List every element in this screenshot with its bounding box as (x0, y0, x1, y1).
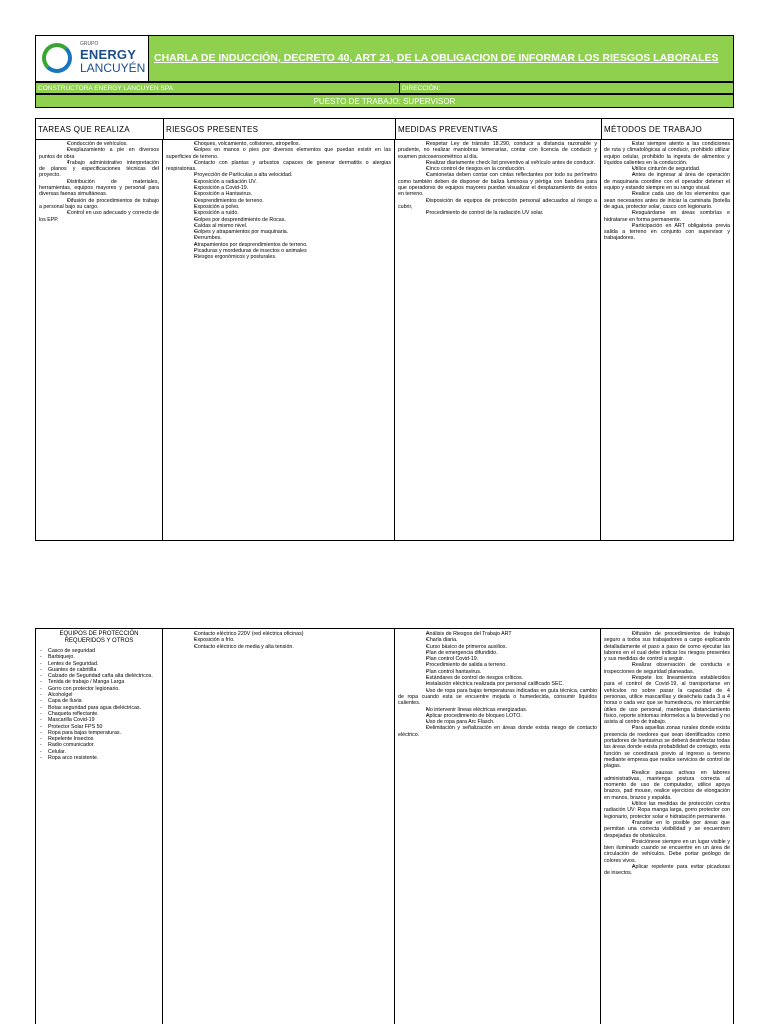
metodos-column-2 (601, 629, 733, 1024)
list-item: • Estar siempre atento a las condiciones de ruta y climatológicas al conducir, prohibido utilizar equipo celular, prohibido la ingesta de alimentos y líquidos calientes en la conducción. (604, 141, 730, 166)
list-item: • Respete los lineamientos establecidos para el control de Covid-19, al transportarse en vehículos no sobre pasar la capacidad de 4 personas, utilice mascarillas y deséchela cada 3 a 4 horas o cada vez que se humedezca, no intercambie útiles de uso personal, mantenga distanciamiento físico, reporte síntomas informelos a la brevedad y no asista al centro de trabajo. (604, 675, 730, 725)
list-item: • Resguárdarse en áreas sombrías e hidratarse en forma permanente. (604, 210, 730, 223)
list-item: • Difusión de procedimientos de trabajo a personal bajo su cargo. (39, 198, 159, 211)
equipment-item: - Mascarilla Covid-19 (48, 717, 159, 723)
equipment-item: - Chaqueta reflectante. (48, 711, 159, 717)
logo-lancuyen-text: LANCUYÉN (80, 61, 146, 75)
equipment-item: - Lentes de Seguridad. (48, 661, 159, 667)
list-item: • Golpes en manos o pies por diversos elementos que puedan existir en las superficies de terreno. (166, 147, 391, 160)
list-item: • Derrumbes. (166, 235, 391, 241)
risk-table-2 (35, 628, 734, 1024)
list-item: • Proyección de Partículas a alta velocidad. (166, 172, 391, 178)
medidas-list (395, 139, 600, 219)
list-item: • Choques, volcamiento, colisiones, atropellos. (166, 141, 391, 147)
metodos-column (601, 139, 733, 540)
equipment-item: - Protector Solar FPS 50 (48, 724, 159, 730)
list-item: • Realice pausas activas en labores administrativas, mantenga postura correcta al momento de uso de computador, utilice apoya brazos, pad mouse, realice ejercicios de elongación en manos, brazos y espalda. (604, 770, 730, 801)
list-item: • Exposición a frío. (166, 637, 391, 643)
equipment-item: - Ropa arco resistente. (48, 755, 159, 761)
header-riesgos: RIESGOS PRESENTES (166, 125, 259, 134)
list-item: • Contacto eléctrico de media y alta tensión. (166, 644, 391, 650)
list-item: • Desplazamiento a pie en diversos puntos de obra (39, 147, 159, 160)
list-item: • Conducción de vehículos. (39, 141, 159, 147)
list-item: • Plan control hantavirus. (398, 669, 597, 675)
document-header (35, 35, 734, 82)
list-item: • Curso básico de primeros auxilios. (398, 644, 597, 650)
list-item: • Delimitación y señalización en áreas donde exista riesgo de contacto eléctrico. (398, 725, 597, 738)
direccion-label: DIRECCIÓN: (402, 85, 440, 95)
equipment-item: - Gorro con protector legionario. (48, 686, 159, 692)
equipment-item: - Repelente Insectos (48, 736, 159, 742)
equipos-list (39, 648, 159, 761)
medidas-list-2 (395, 629, 600, 740)
equipment-item: - Barbiquejo. (48, 654, 159, 660)
company-bar (35, 82, 734, 94)
list-item: • Caídas al mismo nivel. (166, 223, 391, 229)
equipment-item: - Botas seguridad para agua dieléctricas. (48, 705, 159, 711)
logo-ring-icon (42, 43, 72, 73)
list-item: • Riesgos ergonómicos y posturales. (166, 254, 391, 260)
medidas-column (395, 139, 601, 540)
list-item: • Estándares de control de riesgos críticos. (398, 675, 597, 681)
list-item: • Picaduras y mordeduras de insectos o animales (166, 248, 391, 254)
list-item: • Uso de ropa para bajas temperaturas indicadas en guía técnica, cambio de ropa cuando esta se encuentre mojada o humedecida, consumir líquidos calientes. (398, 688, 597, 707)
equipment-item: - Tenida de trabajo / Manga Larga (48, 679, 159, 685)
list-item: • Exposición a ruido. (166, 210, 391, 216)
equipment-item: - Alcoholgel (48, 692, 159, 698)
list-item: • Difusión de procedimientos de trabajo seguro a todos sus trabajadores a cargo explicando detalladamente el paso a paso de como ejecutar las labores en el cual debe indicar los riesgos presentes y sus medidas de control a seguir. (604, 631, 730, 662)
list-item: • Disposición de equipos de protección personal adecuados al riesgo a cubrir, (398, 198, 597, 211)
list-item: • Antes de ingresar al área de operación de maquinaria coordine con el operador detener el equipo y estando siempre en su rango visual. (604, 172, 730, 191)
list-item: • Realizar diariamente check list preventivo al vehículo antes de conducir. (398, 160, 597, 166)
list-item: • No intervenir líneas eléctricas energizadas. (398, 707, 597, 713)
riesgos-column-2 (163, 629, 395, 1024)
equipment-item: - Radio comunicador. (48, 742, 159, 748)
list-item: • Golpes y atrapamientos por maquinaria. (166, 229, 391, 235)
list-item: • Respetar Ley de tránsito 18.290, conducir a distancia razonable y prudente, no realizar maniobras temerarias, contar con licencia de conducir y examen psicosensométrico al día. (398, 141, 597, 160)
list-item: • Instalación eléctrica realizada por personal calificado SEC. (398, 681, 597, 687)
list-item: • Exposición a Covid-19. (166, 185, 391, 191)
list-item: • Exposición a Hantavirus. (166, 191, 391, 197)
metodos-list (601, 139, 733, 244)
company-logo (36, 36, 149, 81)
metodos-list-2 (601, 629, 733, 879)
list-item: • Cinco control de riesgos en la conducción. (398, 166, 597, 172)
equipos-column (36, 629, 163, 1024)
logo-grupo-text: GRUPO (80, 41, 99, 47)
list-item: • Aplicar procedimiento de bloqueo LOTO. (398, 713, 597, 719)
tareas-list (36, 139, 162, 225)
list-item: • Utilice las medidas de protección contra radiación UV: Ropa manga larga, gorro protector con legionario, protector solar e hidratación permanente. (604, 801, 730, 820)
equipment-item: - Guantes de cabritilla (48, 667, 159, 673)
list-item: • Realice cada uso de los elementos que sean necesarios antes de iniciar la caminata (botella de agua, protector solar, casco con legionario. (604, 191, 730, 210)
list-item: • Contacto con plantas y arbustos capaces de generar dermatitis o alergias respiratorias. (166, 160, 391, 173)
role-text: PUESTO DE TRABAJO: SUPERVISOR (313, 97, 456, 106)
equipment-item: - Capa de lluvia (48, 698, 159, 704)
medidas-column-2 (395, 629, 601, 1024)
list-item: • Control en uso adecuado y correcto de los EPP. (39, 210, 159, 223)
list-item: • Atrapamientos por desprendimientos de terreno. (166, 242, 391, 248)
riesgos-list-2 (163, 629, 394, 652)
header-tareas: TAREAS QUE REALIZA (38, 125, 130, 134)
equipment-item: - Casco de seguridad (48, 648, 159, 654)
list-item: • Exposición a polvo. (166, 204, 391, 210)
list-item: • Procedimiento de control de la radiación UV solar. (398, 210, 597, 216)
document-title: CHARLA DE INDUCCIÓN, DECRETO 40, ART 21, DE LA OBLIGACION DE INFORMAR LOS RIESGOS LABORALES (154, 52, 719, 64)
logo-energy-text: ENERGY (80, 47, 137, 62)
list-item: • Realizar observación de conducta e inspecciones de seguridad planeadas. (604, 662, 730, 675)
list-item: • Camionetas deben contar con cintas reflectantes por todo su perímetro como también deben de disponer de baliza luminosa y pértiga con bandera para que operadores de equipos mayores puedan visualizar el desplazamiento de estos en terreno. (398, 172, 597, 197)
list-item: • Charla diaria. (398, 637, 597, 643)
list-item: • Distribución de materiales, herramientas, equipos mayores y personal para diversas faenas simultáneas. (39, 179, 159, 198)
header-metodos: MÉTODOS DE TRABAJO (604, 125, 703, 134)
list-item: • Plan de emergencia difundido. (398, 650, 597, 656)
list-item: • Plan control Covid-19. (398, 656, 597, 662)
list-item: • Aplicar repelente para evitar picaduras de insectos. (604, 864, 730, 877)
header-medidas: MEDIDAS PREVENTIVAS (398, 125, 498, 134)
equipment-item: - Ropa para bajas temperaturas. (48, 730, 159, 736)
list-item: • Transitar en lo posible por áreas que permitan una correcta visibilidad y se encuentren despejadas de obstáculos. (604, 820, 730, 839)
list-item: • Posiciónese siempre en un lugar visible y bien iluminado cuando se encuentre en un área de circulación de vehículos. Debe portar geólogo de colores vivos. (604, 839, 730, 864)
company-name: CONSTRUCTORA ENERGY LANCUYEN SPA (38, 85, 174, 92)
role-bar (35, 94, 734, 108)
list-item: • Trabajo administrativo interpretación de planos y especificaciones técnicas del proyecto. (39, 160, 159, 179)
list-item: • Contacto eléctrico 220V (red eléctrica oficinas) (166, 631, 391, 637)
equipment-item: - Calzado de Seguridad caña alta dieléctricos. (48, 673, 159, 679)
list-item: • Desprendimientos de terreno. (166, 198, 391, 204)
list-item: • Procedimiento de salida a terreno. (398, 662, 597, 668)
list-item: • Exposición a radiación UV. (166, 179, 391, 185)
equipment-item: - Celular. (48, 749, 159, 755)
list-item: • Uso de ropa para Arc Flasch. (398, 719, 597, 725)
riesgos-list (163, 139, 394, 263)
table-header-row (36, 119, 733, 140)
tareas-column (36, 139, 163, 540)
list-item: • Golpes por desprendimiento de Rocas. (166, 217, 391, 223)
riesgos-column (163, 139, 395, 540)
list-item: • Utilice cinturón de seguridad. (604, 166, 730, 172)
equipos-title: EQUIPOS DE PROTECCIÓN REQUERIDOS Y OTROS (59, 631, 139, 644)
risk-table-1 (35, 118, 734, 541)
list-item: • Análisis de Riesgos del Trabajo ART (398, 631, 597, 637)
list-item: • Para aquellas zonas rurales donde exista presencia de roedores que sean identificados como portadores de hantavirus se deberá desinfectar todas las áreas donde exista probabilidad de contagio, esta función se coordinará previo al ingreso a terreno mediante empresa que realice servicios de control de plagas. (604, 725, 730, 769)
list-item: • Participación en ART obligatoria previa salida a terreno en conjunto con supervisor y trabajadores. (604, 223, 730, 242)
